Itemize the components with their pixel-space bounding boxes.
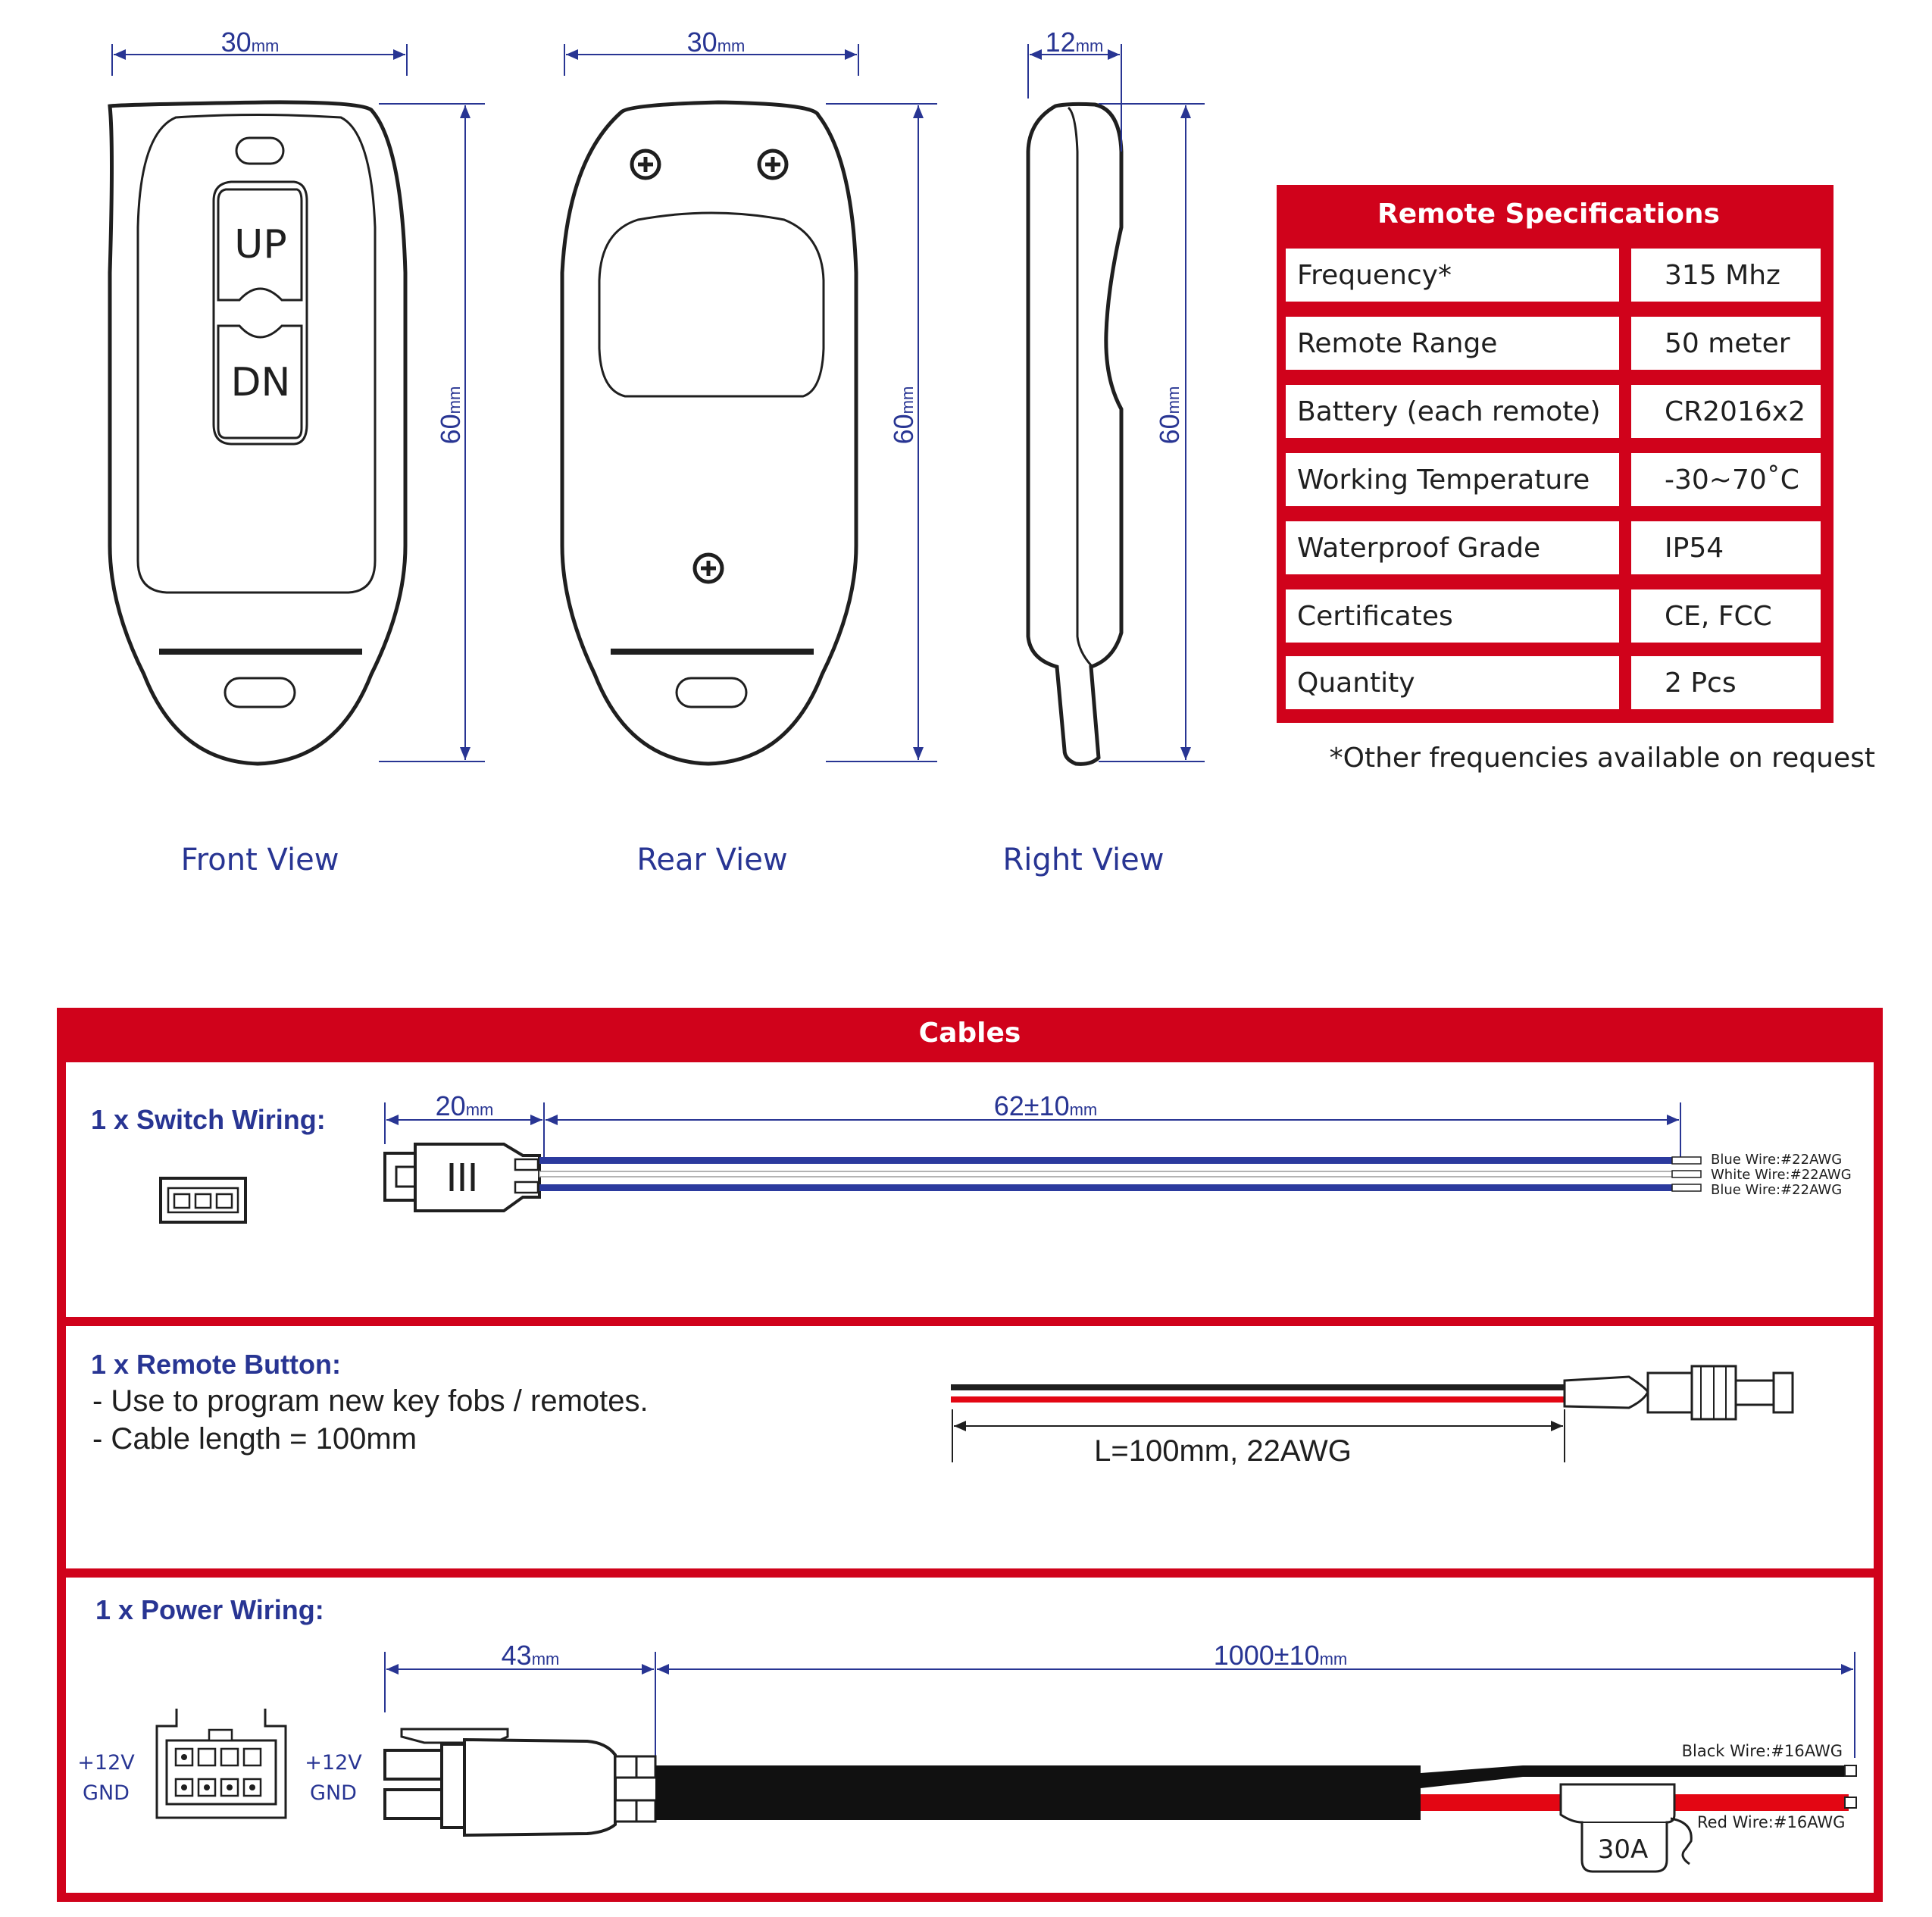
blue-wire bbox=[539, 1157, 1672, 1164]
rear-view-label: Rear View bbox=[636, 843, 788, 877]
right-view-drawing bbox=[1028, 104, 1121, 764]
right-height-dim: 60 bbox=[1154, 414, 1185, 445]
switch-connector bbox=[385, 1144, 539, 1211]
remote-button-title: 1 x Remote Button: bbox=[91, 1349, 342, 1380]
wire-label: Blue Wire:#22AWG bbox=[1711, 1182, 1843, 1198]
spec-label: Battery (each remote) bbox=[1297, 396, 1601, 427]
pin-label-left-gnd: GND bbox=[83, 1781, 130, 1805]
switch-wiring-title: 1 x Switch Wiring: bbox=[91, 1104, 326, 1135]
front-width-unit: mm bbox=[251, 36, 280, 55]
spec-row bbox=[1286, 385, 1821, 438]
rear-width-dim: 30 bbox=[686, 27, 717, 58]
red-wire-label: Red Wire:#16AWG bbox=[1697, 1813, 1846, 1831]
rear-height-dim: 60 bbox=[888, 414, 919, 445]
svg-text:60mm bbox=[1154, 386, 1185, 445]
spec-table-title: Remote Specifications bbox=[1377, 199, 1720, 230]
spec-value: CE, FCC bbox=[1665, 601, 1772, 632]
svg-text:30mm bbox=[221, 27, 280, 58]
spec-footnote: *Other frequencies available on request bbox=[1329, 743, 1875, 774]
screw-icon bbox=[695, 555, 722, 582]
right-width-dim: 12 bbox=[1045, 27, 1076, 58]
spec-value: 50 meter bbox=[1665, 328, 1790, 359]
white-wire bbox=[539, 1171, 1672, 1177]
front-height-dim: 60 bbox=[435, 414, 466, 445]
fuse-rating: 30A bbox=[1597, 1834, 1649, 1865]
spec-label: Quantity bbox=[1297, 668, 1415, 699]
spec-value: IP54 bbox=[1665, 533, 1724, 564]
pin-label-right-gnd: GND bbox=[310, 1781, 357, 1805]
svg-text:60mm bbox=[888, 386, 919, 445]
screw-icon bbox=[632, 151, 659, 178]
power-connector-unit: mm bbox=[531, 1650, 560, 1668]
switch-connector-dim: 20 bbox=[435, 1090, 466, 1121]
svg-text:30mm bbox=[687, 27, 746, 58]
remote-button-line: - Cable length = 100mm bbox=[92, 1422, 417, 1456]
spec-row bbox=[1286, 453, 1821, 506]
switch-connector-unit: mm bbox=[465, 1100, 494, 1119]
side-body-outline bbox=[1028, 104, 1121, 764]
down-button-label: DN bbox=[230, 360, 291, 405]
black-wire bbox=[951, 1384, 1566, 1390]
blue-wire bbox=[539, 1184, 1672, 1191]
spec-row bbox=[1286, 589, 1821, 643]
svg-text:60mm bbox=[435, 386, 466, 445]
svg-text:12mm bbox=[1046, 27, 1104, 58]
front-width-dim: 30 bbox=[220, 27, 252, 58]
right-width-unit: mm bbox=[1075, 36, 1104, 55]
spec-value: 2 Pcs bbox=[1665, 668, 1737, 699]
spec-label: Working Temperature bbox=[1297, 464, 1590, 496]
power-connector-dim: 43 bbox=[501, 1640, 532, 1671]
spec-label: Certificates bbox=[1297, 601, 1453, 632]
front-height-unit: mm bbox=[445, 386, 464, 414]
rear-width-unit: mm bbox=[717, 36, 746, 55]
screw-icon bbox=[759, 151, 786, 178]
rear-body-outline bbox=[562, 102, 856, 764]
right-height-unit: mm bbox=[1164, 386, 1183, 414]
spec-row bbox=[1286, 521, 1821, 574]
pin-label-left-pos: +12V bbox=[77, 1751, 135, 1775]
black-wire-label: Black Wire:#16AWG bbox=[1681, 1742, 1843, 1760]
cable-jacket bbox=[655, 1765, 1421, 1820]
spec-table bbox=[1277, 185, 1834, 723]
spec-row bbox=[1286, 249, 1821, 302]
cables-title: Cables bbox=[918, 1018, 1021, 1049]
rear-height-unit: mm bbox=[898, 386, 917, 414]
spec-label: Remote Range bbox=[1297, 328, 1498, 359]
spec-value: 315 Mhz bbox=[1665, 260, 1780, 291]
right-view-label: Right View bbox=[1002, 843, 1165, 877]
front-view-label: Front View bbox=[180, 843, 339, 877]
wire-label: White Wire:#22AWG bbox=[1711, 1167, 1852, 1183]
switch-connector-face-icon bbox=[161, 1178, 245, 1222]
remote-button-dim-label: L=100mm, 22AWG bbox=[1094, 1434, 1352, 1468]
red-wire bbox=[951, 1396, 1566, 1403]
front-body-outline bbox=[110, 102, 405, 764]
spec-value: CR2016x2 bbox=[1665, 396, 1805, 427]
spec-value: -30~70˚C bbox=[1665, 464, 1799, 496]
switch-cable-dim: 62±10 bbox=[993, 1090, 1070, 1121]
power-cable-unit: mm bbox=[1319, 1650, 1348, 1668]
spec-row bbox=[1286, 656, 1821, 709]
power-connector-face-icon bbox=[157, 1709, 286, 1818]
rear-view-drawing bbox=[562, 102, 856, 764]
switch-cable-unit: mm bbox=[1069, 1100, 1098, 1119]
spec-label: Frequency* bbox=[1297, 260, 1452, 291]
spec-label: Waterproof Grade bbox=[1297, 533, 1541, 564]
up-button-label: UP bbox=[234, 222, 287, 267]
spec-row bbox=[1286, 317, 1821, 370]
front-view-drawing bbox=[110, 102, 405, 764]
switch-wires bbox=[539, 1157, 1701, 1191]
wire-label: Blue Wire:#22AWG bbox=[1711, 1152, 1843, 1168]
remote-button-line: - Use to program new key fobs / remotes. bbox=[92, 1384, 649, 1418]
power-wiring-title: 1 x Power Wiring: bbox=[95, 1594, 324, 1625]
power-cable-dim: 1000±10 bbox=[1213, 1640, 1320, 1671]
pin-label-right-pos: +12V bbox=[305, 1751, 362, 1775]
